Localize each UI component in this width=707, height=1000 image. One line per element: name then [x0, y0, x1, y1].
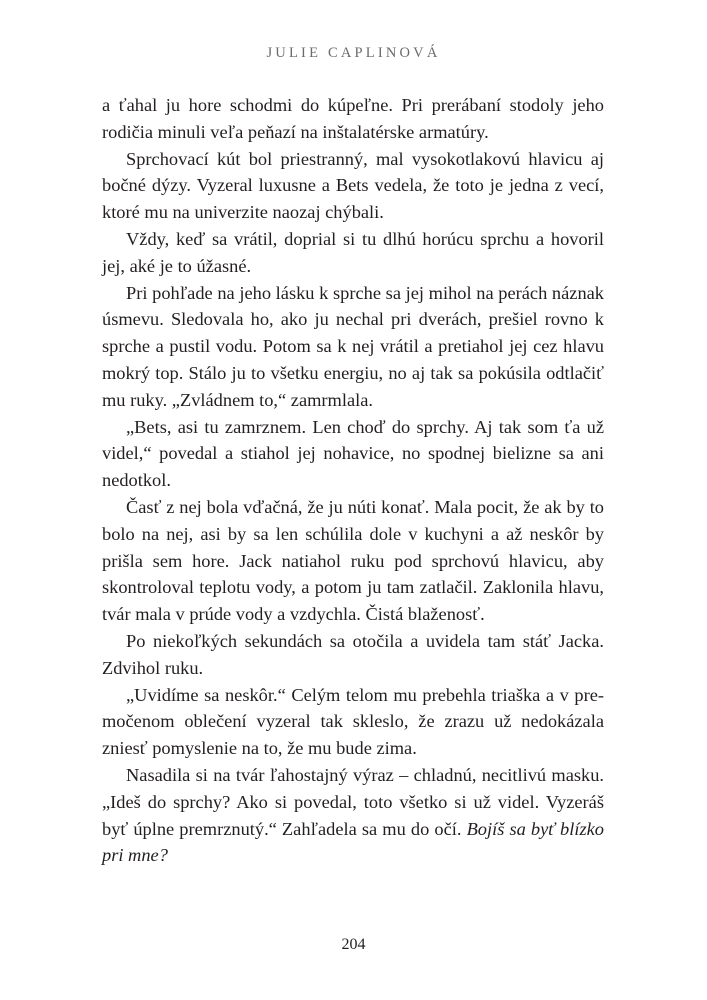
paragraph-1: a ťahal ju hore schodmi do kúpeľne. Pri prerábaní stodoly jeho rodičia minuli veľa peňazí na inštalatérske armatúry. [102, 95, 604, 142]
page-number: 204 [341, 936, 366, 953]
paragraph-4: Pri pohľade na jeho lásku k sprche sa jej mihol na perách náznak úsmevu. Sledovala ho, ako ju nechal pri dverách, prešiel rovno k sprche a pustil vodu. Potom sa k nej vrátil a pretiahol jej cez hlavu mokrý top. Stálo ju to všetku energiu, no aj tak sa pokúsila odtlačiť mu ruky. „Zvládnem to,“ zamrmlala. [102, 282, 604, 410]
paragraph-3: Vždy, keď sa vrátil, doprial si tu dlhú horúcu sprchu a hovoril jej, aké je to úžasné. [102, 228, 604, 276]
paragraph-2: Sprchovací kút bol priestranný, mal vysokotlakovú hlavicu aj bočné dýzy. Vyzeral luxusne a Bets vedela, že toto je jedna z vecí, ktoré mu na univerzite naozaj chýbali. [102, 148, 604, 223]
paragraph-9 [102, 762, 604, 869]
paragraph-5: „Bets, asi tu zamrznem. Len choď do sprchy. Aj tak som ťa už videl,“ povedal a stiahol jej nohavice, no spodnej bielizne sa ani nedotkol. [102, 416, 604, 491]
paragraph-8: „Uvidíme sa neskôr.“ Celým telom mu prebehla triaška a v premočenom oblečení vyzeral tak skleslo, že zrazu už nedokázala zniesť pomyslenie na to, že mu bude zima. [102, 684, 604, 759]
paragraph-9-text: Nasadila si na tvár ľahostajný výraz – chladnú, necitlivú masku. „Ideš do sprchy? Ako si povedal, toto všetko si už videl. Vyzeráš byť úplne premrznutý.“ Zahľadela sa mu do očí. [102, 764, 604, 839]
running-head-author: JULIE CAPLINOVÁ [266, 45, 441, 61]
paragraph-6: Časť z nej bola vďačná, že ju núti konať. Mala pocit, že ak by to bolo na nej, asi by sa len schúlila dole v kuchyni a až neskôr by prišla sem hore. Jack natiahol ruku pod sprchovú hlavicu, aby skontroloval teplotu vody, a potom ju tam zatlačil. Zaklonila hlavu, tvár mala v prúde vody a vzdychla. Čistá blaženosť. [102, 496, 604, 625]
body-text [102, 92, 604, 869]
paragraph-7: Po niekoľkých sekundách sa otočila a uvidela tam stáť Jacka. Zdvihol ruku. [102, 630, 604, 678]
paragraph-9-italic-thought: Bojíš sa byť blízko pri mne? [102, 818, 604, 866]
